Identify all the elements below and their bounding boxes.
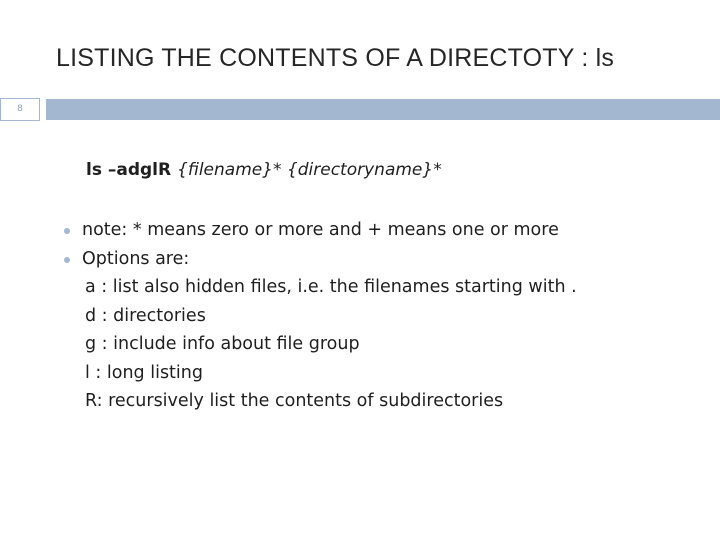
bullet-icon (64, 228, 70, 234)
slide-number-badge (0, 98, 40, 121)
bullet-text: Options are: (82, 248, 190, 269)
option-line-l: l : long listing (85, 362, 203, 383)
title-divider-bar (46, 99, 720, 120)
command-syntax (86, 160, 442, 180)
bullet-icon (64, 257, 70, 263)
command-name: ls –adglR (86, 160, 178, 180)
command-arguments: {filename}* {directoryname}* (177, 160, 442, 180)
option-line-g: g : include info about file group (85, 334, 360, 354)
bullet-item-note (64, 216, 577, 245)
bullet-text: note: * means zero or more and + means one or more (82, 220, 559, 240)
option-line-d: d : directories (85, 305, 206, 326)
option-line-a: a : list also hidden files, i.e. the filenames starting with . (85, 277, 577, 297)
slide-title: LISTING THE CONTENTS OF A DIRECTOTY : ls (56, 44, 615, 72)
bullet-item-options (64, 245, 577, 416)
slide-number: 8 (17, 104, 23, 114)
option-line-r: R: recursively list the contents of subdirectories (85, 391, 504, 411)
option-list (82, 273, 577, 416)
bullet-list (64, 216, 577, 416)
